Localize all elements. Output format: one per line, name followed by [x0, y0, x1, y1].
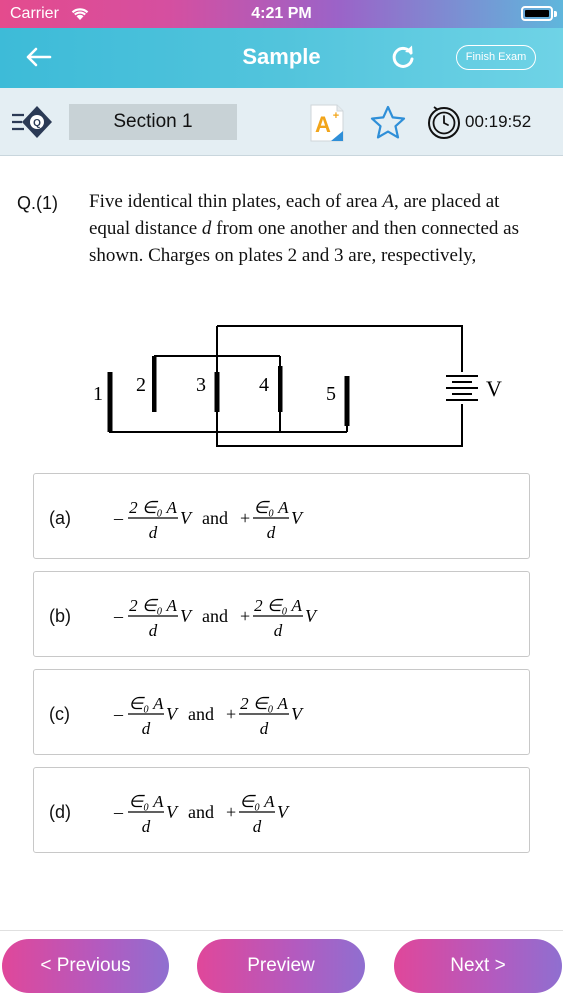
preview-button[interactable]: Preview — [197, 939, 365, 993]
fraction-numerator: ∈₀ A — [128, 792, 164, 811]
option-d[interactable] — [33, 767, 530, 853]
option-formula — [106, 682, 406, 744]
fraction-denominator: d — [141, 719, 151, 738]
and-text: and — [188, 802, 214, 822]
plate-2 — [152, 356, 157, 412]
carrier-label: Carrier — [10, 5, 59, 22]
circuit-diagram — [82, 316, 522, 456]
fraction-denominator: d — [148, 523, 158, 542]
next-button[interactable]: Next > — [394, 939, 562, 993]
fraction-denominator: d — [266, 523, 276, 542]
question-list-icon[interactable] — [10, 102, 56, 142]
back-arrow-icon[interactable] — [22, 42, 56, 72]
variable-v: V — [180, 606, 191, 626]
plate-1 — [108, 372, 113, 432]
minus-sign: – — [114, 704, 123, 724]
option-label: (d) — [49, 802, 71, 822]
plus-sign: + — [226, 802, 237, 822]
plate-label-2: 2 — [136, 374, 146, 396]
option-b[interactable] — [33, 571, 530, 657]
question-text-part2: , are placed at equal distance — [89, 191, 500, 239]
svg-text:A: A — [315, 112, 331, 137]
and-text: and — [188, 704, 214, 724]
option-a[interactable] — [33, 473, 530, 559]
clock: 4:21 PM — [251, 5, 312, 22]
fraction-numerator: ∈₀ A — [253, 498, 289, 517]
question-text-part1: Five identical thin plates, each of area — [89, 191, 383, 212]
plate-3 — [215, 372, 220, 412]
fraction-numerator: 2 ∈₀ A — [129, 596, 177, 615]
previous-button[interactable]: < Previous — [2, 939, 169, 993]
plus-sign: + — [240, 606, 251, 626]
variable-v: V — [277, 802, 288, 822]
option-c[interactable] — [33, 669, 530, 755]
battery-label: V — [486, 376, 502, 401]
fraction-numerator: ∈₀ A — [239, 792, 275, 811]
svg-text:+: + — [332, 110, 340, 122]
minus-sign: – — [114, 802, 123, 822]
fraction-numerator: 2 ∈₀ A — [240, 694, 288, 713]
battery-icon — [521, 6, 553, 21]
variable-v: V — [291, 508, 302, 528]
finish-exam-button[interactable]: Finish Exam — [456, 45, 536, 70]
plate-label-5: 5 — [326, 383, 336, 405]
question-var-a: A — [382, 191, 394, 212]
exam-toolbar — [0, 88, 563, 156]
fraction-denominator: d — [273, 621, 283, 640]
fraction-denominator: d — [141, 817, 151, 836]
plus-sign: + — [226, 704, 237, 724]
question-number: Q.(1) — [17, 193, 59, 213]
refresh-icon[interactable] — [388, 42, 418, 72]
fraction-denominator: d — [252, 817, 262, 836]
minus-sign: – — [114, 508, 123, 528]
minus-sign: – — [114, 606, 123, 626]
section-selector[interactable]: Section 1 — [69, 104, 237, 140]
option-label: (c) — [49, 704, 70, 724]
variable-v: V — [305, 606, 316, 626]
plate-label-3: 3 — [196, 374, 206, 396]
question-var-d: d — [201, 218, 212, 239]
plate-label-1: 1 — [93, 383, 103, 405]
option-formula — [106, 780, 406, 842]
fraction-numerator: 2 ∈₀ A — [254, 596, 302, 615]
status-bar — [0, 0, 563, 28]
battery-symbol — [446, 376, 478, 400]
plate-label-4: 4 — [259, 374, 269, 396]
page-title: Sample — [242, 44, 321, 69]
option-formula — [106, 486, 406, 548]
timer-icon — [426, 105, 462, 141]
fraction-numerator: ∈₀ A — [128, 694, 164, 713]
bookmark-star-icon[interactable] — [369, 104, 407, 142]
fraction-denominator: d — [148, 621, 158, 640]
countdown-timer: 00:19:52 — [465, 112, 532, 131]
question-text-part3: from one another and then connected as shown. Charges on plates 2 and 3 are, respectively, — [89, 218, 519, 266]
fraction-numerator: 2 ∈₀ A — [129, 498, 177, 517]
svg-text:Q: Q — [33, 118, 41, 129]
and-text: and — [202, 606, 228, 626]
fraction-denominator: d — [259, 719, 269, 738]
question-text — [89, 188, 539, 269]
plus-sign: + — [240, 508, 251, 528]
option-label: (b) — [49, 606, 71, 626]
app-header — [0, 0, 563, 88]
font-size-icon[interactable] — [309, 103, 345, 143]
and-text: and — [202, 508, 228, 528]
option-label: (a) — [49, 508, 71, 528]
option-formula — [106, 584, 406, 646]
variable-v: V — [166, 802, 177, 822]
plate-5 — [345, 376, 350, 426]
variable-v: V — [166, 704, 177, 724]
variable-v: V — [180, 508, 191, 528]
variable-v: V — [291, 704, 302, 724]
plate-4 — [278, 366, 283, 412]
